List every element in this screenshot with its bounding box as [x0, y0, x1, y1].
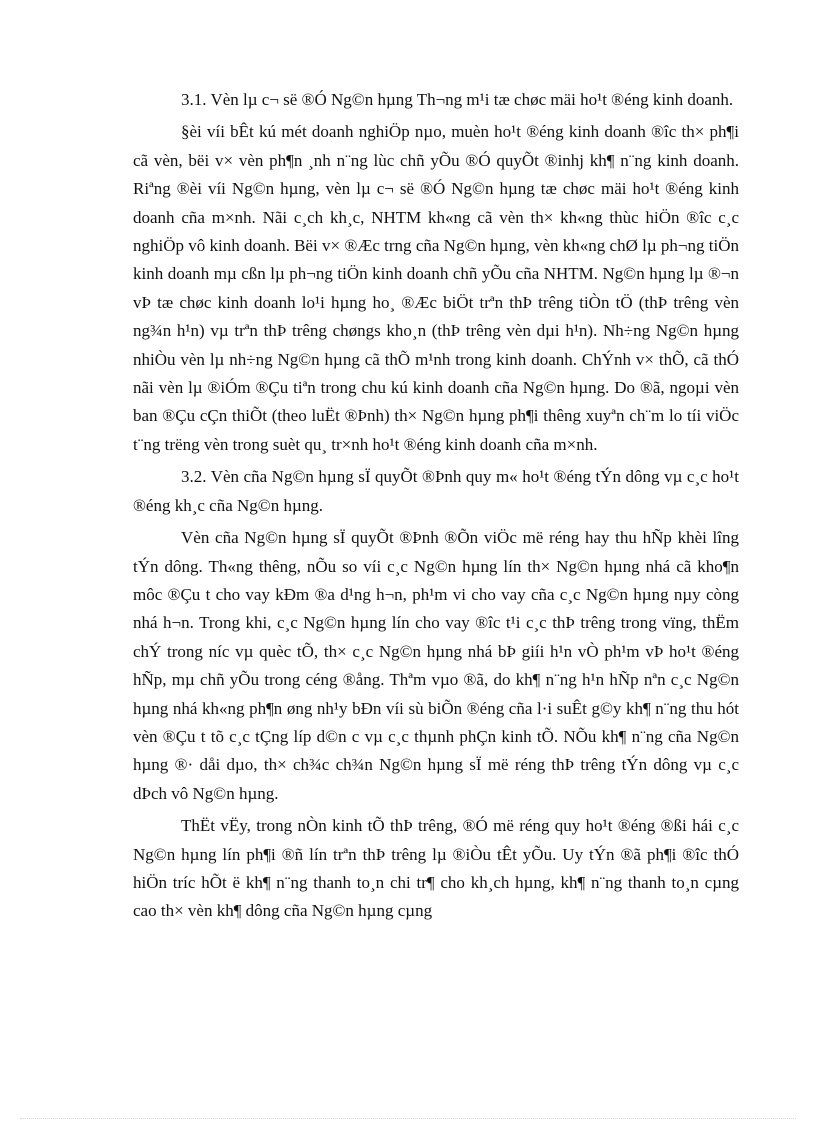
document-body — [133, 86, 739, 926]
paragraph-capital-role: §èi víi bÊt kú mét doanh nghiÖp nµo, muèn ho¹t ®éng kinh doanh ®îc th× ph¶i cã vèn, bëi v× vèn ph¶n ¸nh n¨ng lùc chñ yÕu ®Ó quyÕt ®inhj kh¶ n¨ng kinh doanh. Riªng ®èi víi Ng©n hµng, vèn lµ c¬ së ®Ó Ng©n hµng tæ chøc mäi ho¹t ®éng kinh doanh cña m×nh. Nãi c¸ch kh¸c, NHTM kh«ng cã vèn th× kh«ng thùc hiÖn ®îc c¸c nghiÖp vô kinh doanh. Bëi v× ®Æc trng cña Ng©n hµng, vèn kh«ng chØ lµ ph¬ng tiÖn kinh doanh mµ cßn lµ ph¬ng tiÖn kinh doanh chñ yÕu cña NHTM. Ng©n hµng lµ ®¬n vÞ tæ chøc kinh doanh lo¹i hµng ho¸ ®Æc biÖt trªn thÞ trêng tiÒn tÖ (thÞ trêng vèn ng¾n h¹n) vµ trªn thÞ trêng chøngs kho¸n (thÞ trêng vèn dµi h¹n). Nh÷ng Ng©n hµng nhiÒu vèn lµ nh÷ng Ng©n hµng cã thÕ m¹nh trong kinh doanh. ChÝnh v× thÕ, cã thÓ nãi vèn lµ ®iÓm ®Çu tiªn trong chu kú kinh doanh cña Ng©n hµng. Do ®ã, ngoµi vèn ban ®Çu cÇn thiÕt (theo luËt ®Þnh) th× Ng©n hµng ph¶i thêng xuyªn ch¨m lo tíi viÖc t¨ng trëng vèn trong suèt qu¸ tr×nh ho¹t ®éng kinh doanh cña m×nh. — [133, 122, 739, 454]
paragraph-market-reputation: ThËt vËy, trong nÒn kinh tÕ thÞ trêng, ®Ó më réng quy ho¹t ®éng ®ßi hái c¸c Ng©n hµng lín ph¶i ®ñ lín trªn thÞ trêng lµ ®iÒu tÊt yÕu. Uy tÝn ®ã ph¶i ®îc thÓ hiÖn tríc hÕt ë kh¶ n¨ng thanh to¸n chi tr¶ cho kh¸ch hµng, kh¶ n¨ng thanh to¸n cµng cao th× vèn kh¶ dông cña Ng©n hµng cµng — [133, 816, 739, 921]
page-bottom-rule — [20, 1118, 796, 1119]
section-heading-3-2: 3.2. Vèn cña Ng©n hµng sÏ quyÕt ®Þnh quy m« ho¹t ®éng tÝn dông vµ c¸c ho¹t ®éng kh¸c cña Ng©n hµng. — [133, 467, 739, 515]
section-heading-3-1: 3.1. Vèn lµ c¬ së ®Ó Ng©n hµng Th¬ng m¹i tæ chøc mäi ho¹t ®éng kinh doanh. — [181, 90, 734, 109]
paragraph-credit-scale: Vèn cña Ng©n hµng sÏ quyÕt ®Þnh ®Õn viÖc më réng hay thu hÑp khèi lîng tÝn dông. Th«ng thêng, nÕu so víi c¸c Ng©n hµng lín th× Ng©n hµng nhá cã kho¶n môc ®Çu t cho vay kÐm ®a d¹ng h¬n, ph¹m vi cho vay cña c¸c Ng©n hµng nµy còng nhá h¬n. Trong khi, c¸c Ng©n hµng lín cho vay ®îc t¹i c¸c thÞ trêng trong vïng, thËm chÝ trong níc vµ quèc tÕ, th× c¸c Ng©n hµng nhá bÞ giíi h¹n vÒ ph¹m vÞ ho¹t ®éng hÑp, mµ chñ yÕu trong céng ®ång. Thªm vµo ®ã, do kh¶ n¨ng h¹n hÑp nªn c¸c Ng©n hµng nhá kh«ng ph¶n øng nh¹y bÐn víi sù biÕn ®éng cña l·i suÊt g©y kh¶ n¨ng thu hót vèn ®Çu t tõ c¸c tÇng líp d©n c vµ c¸c thµnh phÇn kinh tÕ. NÕu kh¶ n¨ng cña Ng©n hµng ®· dåi dµo, th× ch¾c ch¾n Ng©n hµng sÏ më réng thÞ trêng tÝn dông vµ c¸c dÞch vô Ng©n hµng. — [133, 528, 739, 803]
